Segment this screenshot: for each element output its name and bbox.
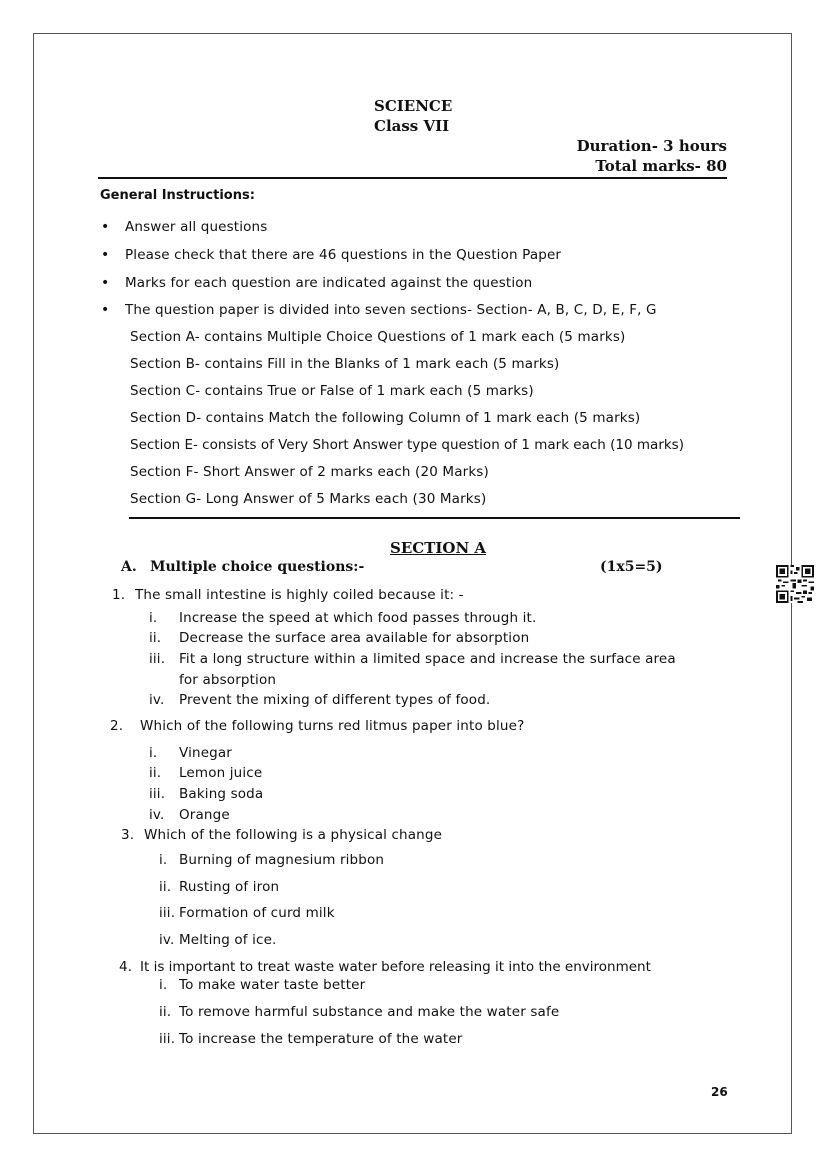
section-description: Section A- contains Multiple Choice Questions of 1 mark each (5 marks) bbox=[130, 329, 626, 345]
option-number: ii. bbox=[159, 879, 172, 895]
option-text: To remove harmful substance and make the water safe bbox=[179, 1004, 560, 1020]
header-rule bbox=[98, 177, 727, 179]
question-text: Which of the following is a physical change bbox=[144, 827, 443, 843]
option-number: ii. bbox=[159, 1004, 172, 1020]
option-text: Lemon juice bbox=[179, 765, 263, 781]
option-number: ii. bbox=[149, 630, 162, 646]
subject-title: SCIENCE bbox=[374, 97, 453, 115]
option-number: iv. bbox=[149, 692, 165, 708]
option-number: i. bbox=[149, 610, 158, 626]
option-text: Fit a long structure within a limited space and increase the surface area bbox=[179, 651, 676, 667]
question-number: 2. bbox=[110, 718, 124, 734]
option-number: iii. bbox=[159, 1031, 176, 1047]
page-number: 26 bbox=[711, 1085, 728, 1099]
option-number: iv. bbox=[149, 807, 165, 823]
option-text: Decrease the surface area available for absorption bbox=[179, 630, 530, 646]
option-text: Melting of ice. bbox=[179, 932, 277, 948]
section-description: Section F- Short Answer of 2 marks each (20 Marks) bbox=[130, 464, 489, 480]
option-number: iii. bbox=[149, 651, 166, 667]
option-number: i. bbox=[159, 852, 168, 868]
total-marks: Total marks- 80 bbox=[595, 157, 727, 175]
section-description: Section E- consists of Very Short Answer type question of 1 mark each (10 marks) bbox=[130, 437, 684, 453]
section-a-marks: (1x5=5) bbox=[600, 559, 663, 575]
option-text: Prevent the mixing of different types of food. bbox=[179, 692, 491, 708]
section-description: Section B- contains Fill in the Blanks of 1 mark each (5 marks) bbox=[130, 356, 560, 372]
instruction-item: The question paper is divided into seven sections- Section- A, B, C, D, E, F, G bbox=[125, 302, 657, 318]
qr-code-icon bbox=[776, 565, 814, 603]
option-text: Vinegar bbox=[179, 745, 232, 761]
section-a-label: A. bbox=[121, 559, 137, 575]
question-text: The small intestine is highly coiled because it: - bbox=[135, 587, 464, 603]
option-number: i. bbox=[159, 977, 168, 993]
bullet-icon: • bbox=[101, 302, 110, 318]
section-description: Section D- contains Match the following Column of 1 mark each (5 marks) bbox=[130, 410, 641, 426]
option-text: Baking soda bbox=[179, 786, 264, 802]
bullet-icon: • bbox=[101, 247, 110, 263]
question-number: 4. bbox=[119, 959, 133, 975]
question-text: It is important to treat waste water before releasing it into the environment bbox=[140, 959, 651, 975]
instructions-rule bbox=[129, 517, 740, 519]
option-text-continued: for absorption bbox=[179, 672, 277, 688]
question-number: 3. bbox=[121, 827, 135, 843]
option-text: To increase the temperature of the water bbox=[179, 1031, 463, 1047]
option-number: ii. bbox=[149, 765, 162, 781]
section-description: Section C- contains True or False of 1 mark each (5 marks) bbox=[130, 383, 534, 399]
duration: Duration- 3 hours bbox=[576, 137, 727, 155]
question-number: 1. bbox=[112, 587, 126, 603]
option-text: Burning of magnesium ribbon bbox=[179, 852, 385, 868]
option-number: iv. bbox=[159, 932, 175, 948]
bullet-icon: • bbox=[101, 275, 110, 291]
option-text: Rusting of iron bbox=[179, 879, 280, 895]
option-number: iii. bbox=[149, 786, 166, 802]
option-number: i. bbox=[149, 745, 158, 761]
class-title: Class VII bbox=[374, 117, 450, 135]
instruction-item: Please check that there are 46 questions in the Question Paper bbox=[125, 247, 562, 263]
instruction-item: Answer all questions bbox=[125, 219, 268, 235]
instructions-heading: General Instructions: bbox=[100, 188, 255, 203]
section-description: Section G- Long Answer of 5 Marks each (30 Marks) bbox=[130, 491, 487, 507]
section-a-subtitle: Multiple choice questions:- bbox=[150, 559, 365, 575]
question-text: Which of the following turns red litmus paper into blue? bbox=[140, 718, 525, 734]
option-text: Orange bbox=[179, 807, 230, 823]
option-number: iii. bbox=[159, 905, 176, 921]
section-a-title: SECTION A bbox=[390, 539, 487, 557]
option-text: To make water taste better bbox=[179, 977, 366, 993]
bullet-icon: • bbox=[101, 219, 110, 235]
option-text: Formation of curd milk bbox=[179, 905, 335, 921]
instruction-item: Marks for each question are indicated against the question bbox=[125, 275, 533, 291]
option-text: Increase the speed at which food passes through it. bbox=[179, 610, 537, 626]
